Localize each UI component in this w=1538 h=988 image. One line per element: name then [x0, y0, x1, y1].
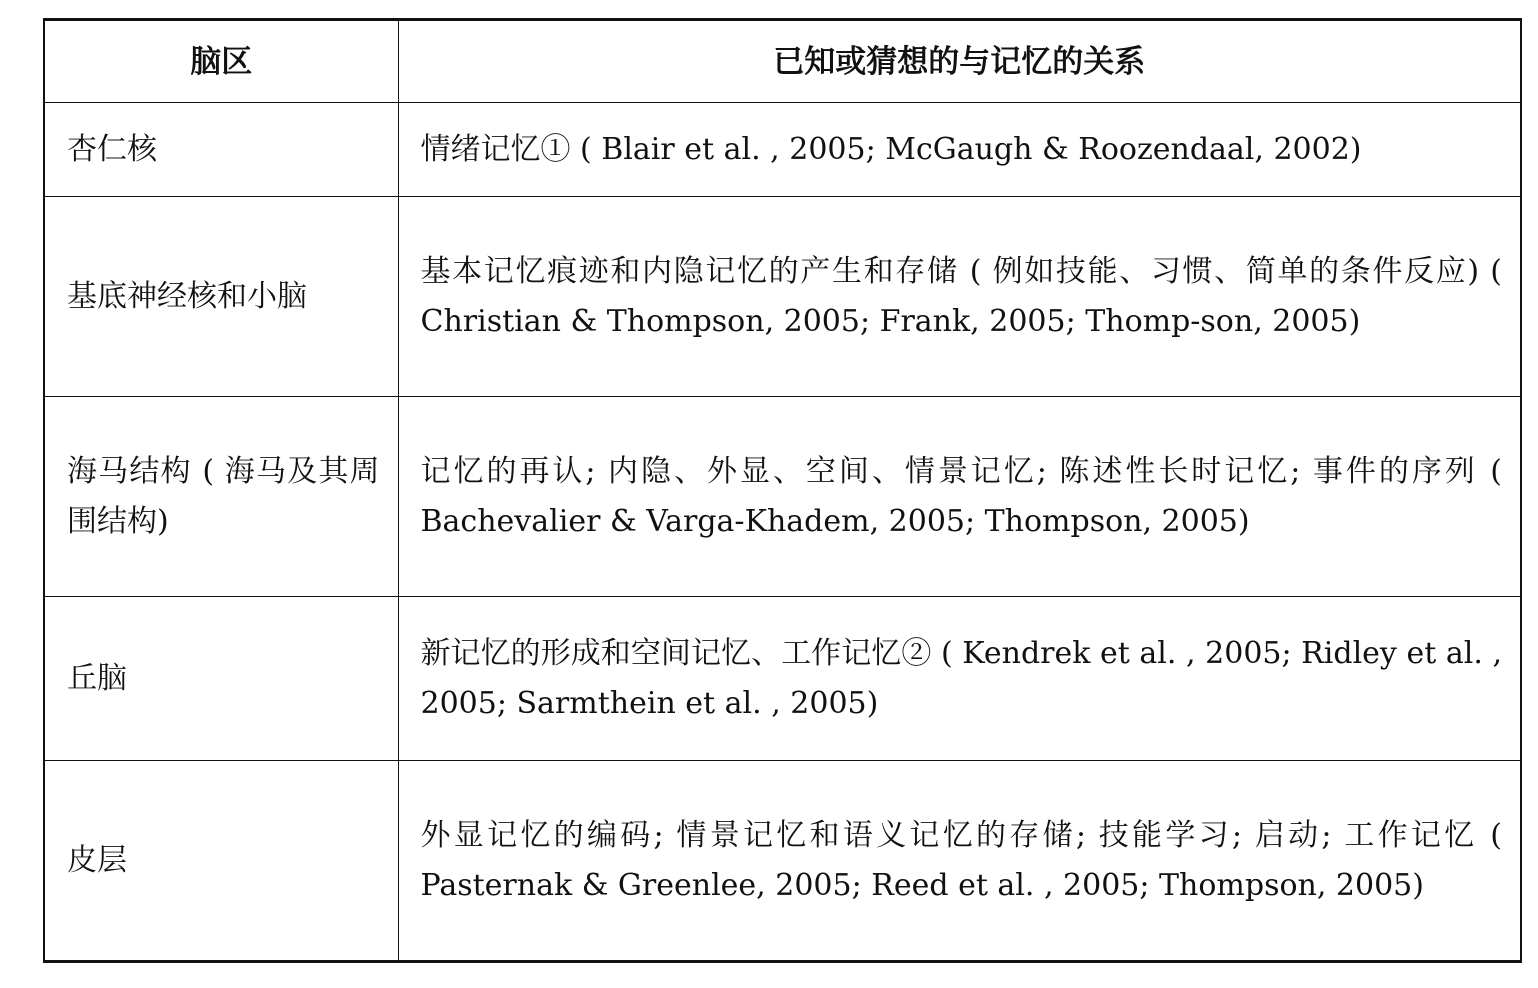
- table-row: [44, 597, 1521, 761]
- table-row: [44, 397, 1521, 597]
- relation-text: 情绪记忆① ( Blair et al. , 2005; McGaugh & Roozendaal, 2002): [420, 131, 1362, 167]
- region-cell: 丘脑: [44, 597, 398, 761]
- table-row: [44, 197, 1521, 397]
- table-row: [44, 103, 1521, 197]
- region-cell: 海马结构 ( 海马及其周围结构): [44, 397, 398, 597]
- header-row: [44, 20, 1521, 103]
- table-row: [44, 761, 1521, 962]
- relation-cell: [398, 103, 1521, 197]
- relation-cell: [398, 397, 1521, 597]
- relation-text: 新记忆的形成和空间记忆、工作记忆② ( Kendrek et al. , 2005; Ridley et al. , 2005; Sarmthein et al. , 2005): [420, 635, 1502, 721]
- relation-cell: [398, 761, 1521, 962]
- relation-text: 记忆的再认; 内隐、外显、空间、情景记忆; 陈述性长时记忆; 事件的序列 ( Bachevalier & Varga-Khadem, 2005; Thompson, 2005): [420, 453, 1502, 539]
- header-memory-relation: 已知或猜想的与记忆的关系: [398, 20, 1521, 103]
- memory-brain-region-table: [43, 18, 1522, 963]
- region-cell: 基底神经核和小脑: [44, 197, 398, 397]
- relation-text: 基本记忆痕迹和内隐记忆的产生和存储 ( 例如技能、习惯、简单的条件反应) ( Christian & Thompson, 2005; Frank, 2005; Thomp-son, 2005): [420, 253, 1502, 339]
- relation-cell: [398, 197, 1521, 397]
- table-header: [44, 20, 1521, 103]
- region-cell: 皮层: [44, 761, 398, 962]
- region-cell: 杏仁核: [44, 103, 398, 197]
- table-body: [44, 103, 1521, 962]
- header-brain-region: 脑区: [44, 20, 398, 103]
- relation-cell: [398, 597, 1521, 761]
- relation-text: 外显记忆的编码; 情景记忆和语义记忆的存储; 技能学习; 启动; 工作记忆 ( Pasternak & Greenlee, 2005; Reed et al. , 2005; Thompson, 2005): [420, 817, 1502, 903]
